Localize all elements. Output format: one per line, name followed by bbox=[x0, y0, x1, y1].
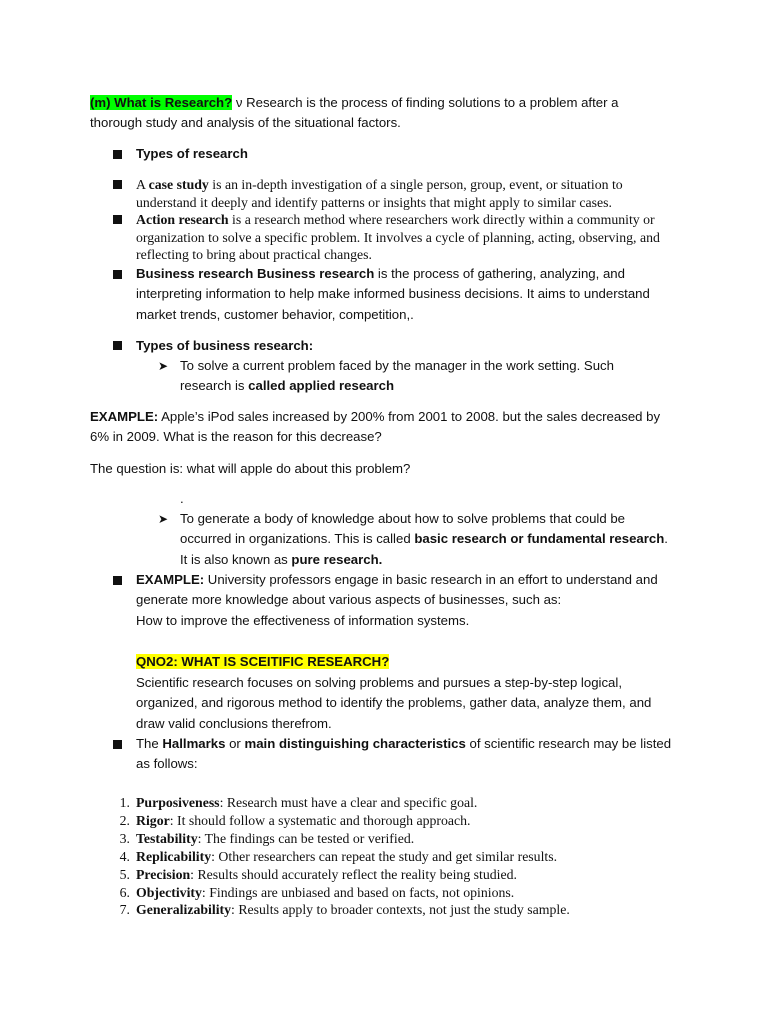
list-term: Generalizability bbox=[136, 902, 232, 917]
arrow-bullet-icon: ➤ bbox=[158, 512, 169, 526]
list-number: 7. bbox=[119, 902, 130, 917]
business-research-term: Business research Business research bbox=[136, 266, 375, 281]
list-item bbox=[136, 830, 696, 848]
hallmarks-lead: The bbox=[136, 736, 163, 751]
list-desc: : Results apply to broader contexts, not just the study sample. bbox=[231, 902, 570, 917]
list-desc: : Findings are unbiased and based on facts, not opinions. bbox=[201, 885, 515, 900]
types-heading: Types of research bbox=[136, 146, 248, 161]
applied-text: To solve a current problem faced by the manager in the work setting. Such research is bbox=[180, 358, 614, 394]
example-2-paragraph bbox=[136, 570, 681, 631]
list-desc: : It should follow a systematic and thorough approach. bbox=[169, 813, 471, 828]
action-research-paragraph bbox=[136, 211, 681, 264]
intro-heading: (m) What is Research? bbox=[90, 95, 233, 110]
basic-term-1: basic research or fundamental research bbox=[414, 531, 665, 547]
applied-research-paragraph bbox=[180, 356, 650, 397]
arrow-bullet-icon: ➤ bbox=[158, 359, 169, 373]
list-desc: : Results should accurately reflect the reality being studied. bbox=[190, 867, 517, 882]
basic-text: To generate a body of knowledge about how to solve problems that could be occurred in organizations. This is called bbox=[180, 511, 626, 547]
list-number: 2. bbox=[119, 813, 130, 828]
list-item bbox=[136, 901, 696, 919]
list-desc: : Research must have a clear and specific goal. bbox=[219, 795, 478, 810]
hallmarks-paragraph bbox=[136, 734, 681, 775]
hallmarks-term-2: main distinguishing characteristics bbox=[244, 736, 466, 751]
intro-paragraph bbox=[90, 93, 690, 134]
intro-text-1: Research is the process of finding solutions to a problem after a bbox=[246, 95, 619, 110]
list-number: 3. bbox=[119, 831, 130, 846]
hallmarks-term-1: Hallmarks bbox=[162, 736, 226, 751]
square-bullet-icon bbox=[113, 180, 122, 189]
list-item bbox=[136, 884, 696, 902]
square-bullet-icon bbox=[113, 740, 122, 749]
example-2-text: University professors engage in basic research in an effort to understand and generate more knowledge about various aspects of businesses, such as: bbox=[136, 572, 658, 608]
case-study-term: case study bbox=[148, 177, 209, 192]
question-line: The question is: what will apple do about this problem? bbox=[90, 461, 411, 476]
basic-research-paragraph bbox=[180, 509, 678, 570]
basic-term-2: pure research. bbox=[291, 551, 383, 567]
square-bullet-icon bbox=[113, 576, 122, 585]
qno2-heading-line bbox=[136, 652, 696, 672]
list-number: 4. bbox=[119, 849, 130, 864]
example-2-label: EXAMPLE: bbox=[136, 572, 205, 587]
action-research-term: Action research bbox=[136, 212, 229, 227]
basic-mid: . It is also known as bbox=[180, 531, 668, 567]
hallmarks-text: of scientific research may be listed as follows: bbox=[136, 736, 672, 772]
list-item bbox=[136, 848, 696, 866]
list-item bbox=[136, 794, 696, 812]
square-bullet-icon bbox=[113, 270, 122, 279]
hallmarks-mid: or bbox=[225, 736, 245, 751]
qno2-heading: QNO2: WHAT IS SCEITIFIC RESEARCH? bbox=[136, 654, 390, 669]
case-study-paragraph bbox=[136, 176, 681, 211]
list-desc: : Other researchers can repeat the study and get similar results. bbox=[211, 849, 558, 864]
list-term: Objectivity bbox=[136, 885, 202, 900]
square-bullet-icon bbox=[113, 215, 122, 224]
stray-dot: . bbox=[180, 491, 184, 506]
list-desc: : The findings can be tested or verified. bbox=[197, 831, 415, 846]
example-1-text: Apple’s iPod sales increased by 200% from 2001 to 2008. but the sales decreased by 6% in 2009. What is the reason for this decrease? bbox=[90, 409, 661, 445]
intro-text-2: thorough study and analysis of the situational factors. bbox=[90, 115, 401, 131]
list-term: Precision bbox=[136, 867, 191, 882]
square-bullet-icon bbox=[113, 341, 122, 350]
example-1-paragraph bbox=[90, 407, 680, 448]
list-item bbox=[136, 812, 696, 830]
square-bullet-icon bbox=[113, 150, 122, 159]
list-item bbox=[136, 866, 696, 884]
applied-term: called applied research bbox=[248, 378, 395, 394]
action-research-text: is a research method where researchers work directly within a community or organization to solve a specific problem. It involves a cycle of planning, acting, observing, and reflecting to bring about practical changes. bbox=[136, 212, 660, 263]
list-term: Testability bbox=[136, 831, 198, 846]
list-term: Purposiveness bbox=[136, 795, 220, 810]
intro-mark: ν bbox=[235, 95, 243, 110]
list-term: Replicability bbox=[136, 849, 212, 864]
business-types-heading: Types of business research: bbox=[136, 338, 314, 353]
list-number: 1. bbox=[119, 795, 130, 810]
list-number: 5. bbox=[119, 867, 130, 882]
example-2-line3: How to improve the effectiveness of information systems. bbox=[136, 612, 470, 628]
case-study-lead: A bbox=[136, 177, 149, 192]
business-research-paragraph bbox=[136, 264, 681, 325]
qno2-paragraph: Scientific research focuses on solving problems and pursues a step-by-step logical, organized, and rigorous method to identify the problems, gather data, analyze them, and draw valid conclusions therefrom. bbox=[136, 675, 652, 731]
case-study-text: is an in-depth investigation of a single person, group, event, or situation to understand it deeply and identify patterns or insights that might apply to similar cases. bbox=[136, 177, 623, 210]
list-number: 6. bbox=[119, 885, 130, 900]
business-research-text: is the process of gathering, analyzing, and interpreting information to help make informed business decisions. It aims to understand market trends, customer behavior, competition,. bbox=[136, 266, 650, 322]
example-1-label: EXAMPLE: bbox=[90, 409, 159, 424]
list-term: Rigor bbox=[136, 813, 170, 828]
